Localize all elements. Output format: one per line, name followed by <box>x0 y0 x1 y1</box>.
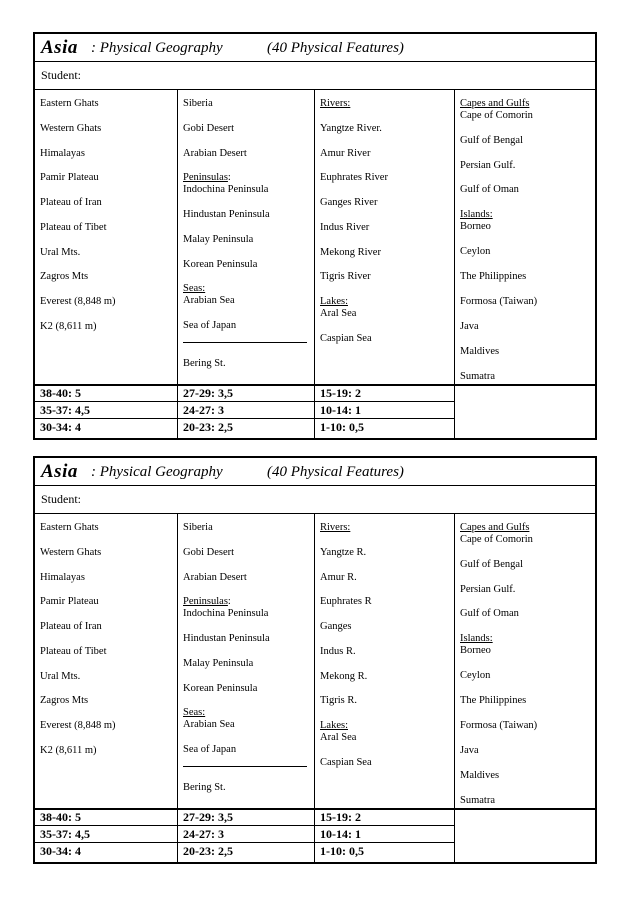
feature-item: Formosa (Taiwan) <box>460 296 538 307</box>
rivers-heading: Rivers: <box>320 98 351 109</box>
worksheet-2 <box>33 456 597 864</box>
features-grid <box>35 90 595 386</box>
feature-item: Gulf of Oman <box>460 184 519 195</box>
score-table <box>35 384 595 438</box>
feature-item: Zagros Mts <box>40 271 89 282</box>
feature-item: Pamir Plateau <box>40 596 99 607</box>
feature-item: Arabian Desert <box>183 572 247 583</box>
score-entry: 35-37: 4,5 <box>40 403 90 417</box>
feature-item: Ural Mts. <box>40 247 81 258</box>
feature-item: Gulf of Bengal <box>460 135 523 146</box>
feature-item: Maldives <box>460 770 500 781</box>
feature-item: Gobi Desert <box>183 123 235 134</box>
feature-item: Eastern Ghats <box>40 98 99 109</box>
feature-item: Indochina Peninsula <box>183 608 269 619</box>
feature-item: Plateau of Iran <box>40 621 102 632</box>
lakes-heading: Lakes: <box>320 720 348 731</box>
score-entry: 27-29: 3,5 <box>183 810 233 824</box>
column-capes-islands <box>455 514 595 808</box>
score-divider <box>35 825 177 826</box>
score-entry: 38-40: 5 <box>40 386 81 400</box>
score-divider <box>315 825 454 826</box>
score-divider <box>35 418 177 419</box>
feature-item: Korean Peninsula <box>183 259 258 270</box>
feature-item: Bering St. <box>183 358 226 369</box>
lakes-heading: Lakes: <box>320 296 348 307</box>
title-row <box>35 34 595 62</box>
feature-item: Formosa (Taiwan) <box>460 720 538 731</box>
seas-heading: Seas: <box>183 283 206 294</box>
feature-item: Pamir Plateau <box>40 172 99 183</box>
feature-item: Persian Gulf. <box>460 584 516 595</box>
feature-item: Ceylon <box>460 670 491 681</box>
score-entry: 35-37: 4,5 <box>40 827 90 841</box>
score-divider <box>35 842 177 843</box>
score-entry: 1-10: 0,5 <box>320 420 364 434</box>
feature-item: Arabian Desert <box>183 148 247 159</box>
feature-item: Ceylon <box>460 246 491 257</box>
worksheet-1 <box>33 32 597 440</box>
feature-item: Arabian Sea <box>183 295 235 306</box>
score-divider <box>178 401 314 402</box>
seas-heading: Seas: <box>183 707 206 718</box>
score-entry: 24-27: 3 <box>183 403 224 417</box>
score-column-1 <box>35 384 178 438</box>
feature-item: Plateau of Iran <box>40 197 102 208</box>
student-row <box>35 486 595 514</box>
feature-item: Ganges River <box>320 197 378 208</box>
column-deserts-peninsulas-seas <box>178 90 315 384</box>
capes-heading: Capes and Gulfs <box>460 98 530 109</box>
feature-item: Gulf of Oman <box>460 608 519 619</box>
score-entry: 15-19: 2 <box>320 810 361 824</box>
score-entry: 1-10: 0,5 <box>320 844 364 858</box>
score-column-2 <box>178 384 315 438</box>
score-divider <box>178 418 314 419</box>
feature-item: Ganges <box>320 621 352 632</box>
feature-item: Persian Gulf. <box>460 160 516 171</box>
score-entry: 38-40: 5 <box>40 810 81 824</box>
feature-item: Sumatra <box>460 795 495 806</box>
feature-item: Bering St. <box>183 782 226 793</box>
student-label: Student: <box>41 492 82 506</box>
feature-item: Plateau of Tibet <box>40 222 107 233</box>
feature-item: Everest (8,848 m) <box>40 296 116 307</box>
feature-item: Java <box>460 321 479 332</box>
score-entry: 10-14: 1 <box>320 827 361 841</box>
feature-item: Amur River <box>320 148 371 159</box>
feature-item: Plateau of Tibet <box>40 646 107 657</box>
feature-item: Cape of Comorin <box>460 110 533 121</box>
score-entry: 30-34: 4 <box>40 844 81 858</box>
feature-item: Sea of Japan <box>183 320 237 331</box>
feature-item: Zagros Mts <box>40 695 89 706</box>
feature-item: Caspian Sea <box>320 757 372 768</box>
feature-item: The Philippines <box>460 271 527 282</box>
student-label: Student: <box>41 68 82 82</box>
feature-item: Mekong River <box>320 247 381 258</box>
feature-item: Aral Sea <box>320 732 357 743</box>
feature-item: Korean Peninsula <box>183 683 258 694</box>
feature-item: Borneo <box>460 645 491 656</box>
score-divider <box>35 401 177 402</box>
feature-item: Amur R. <box>320 572 357 583</box>
feature-item: Arabian Sea <box>183 719 235 730</box>
score-entry: 24-27: 3 <box>183 827 224 841</box>
peninsulas-colon: : <box>227 172 231 183</box>
score-column-3 <box>315 384 455 438</box>
feature-item: K2 (8,611 m) <box>40 321 97 332</box>
answer-line <box>183 766 307 767</box>
score-divider <box>315 418 454 419</box>
score-entry: 27-29: 3,5 <box>183 386 233 400</box>
score-entry: 20-23: 2,5 <box>183 844 233 858</box>
feature-item: Yangtze River. <box>320 123 382 134</box>
feature-item: Hindustan Peninsula <box>183 209 270 220</box>
islands-heading: Islands: <box>460 209 493 220</box>
feature-item: Himalayas <box>40 148 85 159</box>
feature-item: Indochina Peninsula <box>183 184 269 195</box>
feature-item: Eastern Ghats <box>40 522 99 533</box>
feature-item: Indus R. <box>320 646 356 657</box>
feature-item: Siberia <box>183 522 213 533</box>
feature-item: Borneo <box>460 221 491 232</box>
feature-item: Tigris R. <box>320 695 357 706</box>
peninsulas-heading <box>183 596 231 608</box>
score-table <box>35 808 595 862</box>
peninsulas-label: Peninsulas <box>183 172 228 183</box>
score-divider <box>315 401 454 402</box>
feature-item: Indus River <box>320 222 370 233</box>
column-deserts-peninsulas-seas <box>178 514 315 808</box>
features-grid <box>35 514 595 810</box>
feature-item: Mekong R. <box>320 671 368 682</box>
feature-item: Himalayas <box>40 572 85 583</box>
score-column-2 <box>178 808 315 862</box>
score-entry: 15-19: 2 <box>320 386 361 400</box>
feature-item: K2 (8,611 m) <box>40 745 97 756</box>
feature-item: Sea of Japan <box>183 744 237 755</box>
column-rivers-lakes <box>315 514 455 808</box>
feature-item: Java <box>460 745 479 756</box>
score-column-1 <box>35 808 178 862</box>
title-asia: Asia <box>41 461 78 482</box>
feature-item: Malay Peninsula <box>183 234 254 245</box>
score-column-3 <box>315 808 455 862</box>
score-entry: 30-34: 4 <box>40 420 81 434</box>
score-divider <box>178 825 314 826</box>
title-subject: : Physical Geography <box>91 40 223 56</box>
feature-item: Hindustan Peninsula <box>183 633 270 644</box>
feature-item: Maldives <box>460 346 500 357</box>
score-entry: 20-23: 2,5 <box>183 420 233 434</box>
feature-item: Western Ghats <box>40 123 102 134</box>
feature-item: Gobi Desert <box>183 547 235 558</box>
column-rivers-lakes <box>315 90 455 384</box>
score-entry: 10-14: 1 <box>320 403 361 417</box>
title-feature-count: (40 Physical Features) <box>267 40 404 56</box>
feature-item: Gulf of Bengal <box>460 559 523 570</box>
feature-item: Ural Mts. <box>40 671 81 682</box>
feature-item: Sumatra <box>460 371 495 382</box>
score-column-blank <box>455 808 595 862</box>
peninsulas-label: Peninsulas <box>183 596 228 607</box>
score-divider <box>178 842 314 843</box>
rivers-heading: Rivers: <box>320 522 351 533</box>
feature-item: The Philippines <box>460 695 527 706</box>
feature-item: Caspian Sea <box>320 333 372 344</box>
score-column-blank <box>455 384 595 438</box>
feature-item: Tigris River <box>320 271 371 282</box>
peninsulas-colon: : <box>227 596 231 607</box>
title-feature-count: (40 Physical Features) <box>267 464 404 480</box>
column-capes-islands <box>455 90 595 384</box>
column-mountains <box>35 90 178 384</box>
feature-item: Euphrates River <box>320 172 388 183</box>
feature-item: Malay Peninsula <box>183 658 254 669</box>
answer-line <box>183 342 307 343</box>
column-mountains <box>35 514 178 808</box>
feature-item: Aral Sea <box>320 308 357 319</box>
feature-item: Euphrates R <box>320 596 372 607</box>
islands-heading: Islands: <box>460 633 493 644</box>
capes-heading: Capes and Gulfs <box>460 522 530 533</box>
feature-item: Siberia <box>183 98 213 109</box>
feature-item: Yangtze R. <box>320 547 367 558</box>
title-asia: Asia <box>41 37 78 58</box>
feature-item: Western Ghats <box>40 547 102 558</box>
peninsulas-heading <box>183 172 231 184</box>
feature-item: Everest (8,848 m) <box>40 720 116 731</box>
score-divider <box>315 842 454 843</box>
student-row <box>35 62 595 90</box>
title-row <box>35 458 595 486</box>
feature-item: Cape of Comorin <box>460 534 533 545</box>
title-subject: : Physical Geography <box>91 464 223 480</box>
